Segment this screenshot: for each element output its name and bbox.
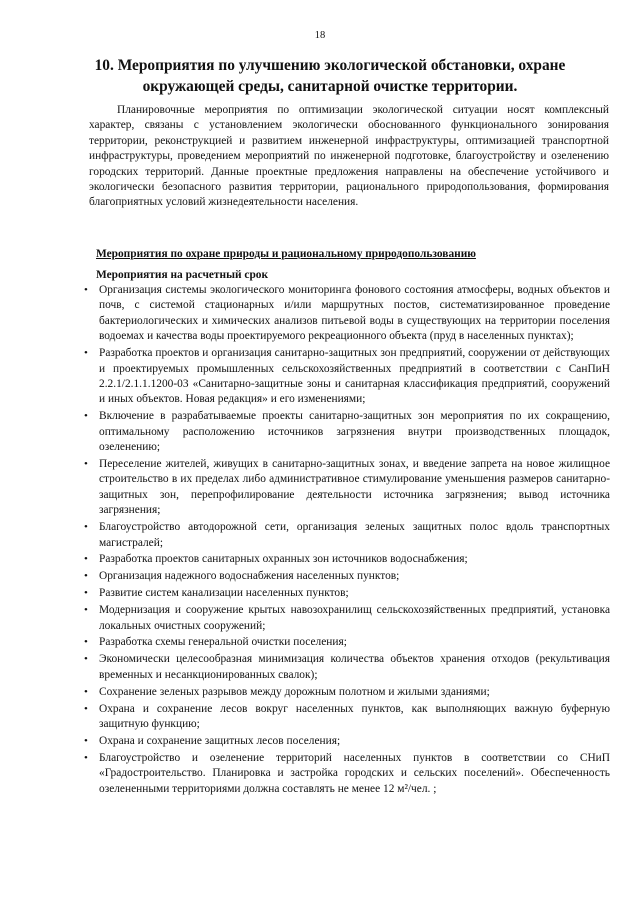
list-item: [80, 734, 610, 749]
bullet-icon: •: [84, 570, 88, 583]
list-item-text: Организация надежного водоснабжения населенных пунктов;: [99, 570, 400, 583]
bullet-icon: •: [84, 702, 88, 715]
page-number: 18: [314, 30, 326, 41]
list-item: [80, 603, 610, 634]
measures-list: [80, 283, 610, 799]
bullet-icon: •: [84, 587, 88, 600]
list-item-text: Переселение жителей, живущих в санитарно-защитных зонах, и введение запрета на новое жилищное строительство в их пределах либо административное стимулирование уменьшения размеров санитарно-защитных зон, перепрофилирование деятельности источника загрязнения; вывод источника загрязнения;: [99, 457, 610, 517]
list-item: [80, 702, 610, 733]
list-item: [80, 652, 610, 683]
list-item: [80, 457, 610, 519]
bullet-icon: •: [84, 604, 88, 617]
bullet-icon: •: [84, 751, 88, 764]
bullet-icon: •: [84, 457, 88, 470]
list-item: [80, 409, 610, 455]
bullet-icon: •: [84, 347, 88, 360]
list-item-text: Разработка проектов санитарных охранных зон источников водоснабжения;: [99, 553, 468, 566]
bullet-icon: •: [84, 636, 88, 649]
list-item-text: Благоустройство автодорожной сети, организация зеленых защитных полос вдоль транспортных магистралей;: [99, 521, 610, 549]
list-item: [80, 635, 610, 650]
list-item-text: Разработка проектов и организация санитарно-защитных зон предприятий, сооружении от действующих и проектируемых промышленных сельскохозяйственных предприятий в соответствии с СанПиН 2.2.1/2.1.1.1200-03 «Санитарно-защитные зоны и санитарная классификация предприятий, сооружений и иных объектов. Новая редакция» и его изменениями;: [99, 347, 610, 406]
list-item-text: Включение в разрабатываемые проекты санитарно-защитных зон мероприятия по их сокращению, оптимальному расположению источников загрязнения внутри производственных площадок, озеленению;: [99, 410, 610, 454]
section-heading: Мероприятия по охране природы и рациональному природопользованию: [96, 248, 476, 260]
list-item: [80, 751, 610, 797]
bullet-icon: •: [84, 685, 88, 698]
list-item: [80, 346, 610, 408]
list-item: [80, 685, 610, 700]
list-item-text: Сохранение зеленых разрывов между дорожным полотном и жилыми зданиями;: [99, 685, 490, 698]
list-item-text: Охрана и сохранение лесов вокруг населенных пунктов, как выполняющих важную буферную защитную функцию;: [99, 702, 610, 730]
sub-heading: Мероприятия на расчетный срок: [96, 269, 269, 281]
list-item-text: Разработка схемы генеральной очистки поселения;: [99, 636, 347, 649]
bullet-icon: •: [84, 653, 88, 666]
list-item: [80, 520, 610, 551]
list-item-text: Охрана и сохранение защитных лесов поселения;: [99, 734, 341, 747]
list-item-text: Модернизация и сооружение крытых навозохранилищ сельскохозяйственных предприятий, установка локальных очистных сооружений;: [99, 604, 610, 632]
bullet-icon: •: [84, 521, 88, 534]
list-item: [80, 586, 610, 601]
list-item-text: Экономически целесообразная минимизация количества объектов хранения отходов (рекультивация временных и несанкционированных свалок);: [99, 653, 610, 681]
bullet-icon: •: [84, 284, 88, 296]
intro-paragraph: Планировочные мероприятия по оптимизации экологической ситуации носят комплексный характер, связаны с установлением экологически обоснованного функционального зонирования территории, реконструкцией и развитием инженерной инфраструктуры, оптимизацией транспортной инфраструктуры, проведением мероприятий по инженерной подготовке, благоустройству и озеленению городских территорий. Данные проектные предложения направлены на обеспечение устойчивого и экологически безопасного развития территории, рационального природопользования, формирования благоприятных условий жизнедеятельности населения.: [89, 104, 609, 209]
list-item: [80, 283, 610, 345]
bullet-icon: •: [84, 410, 88, 423]
list-item-text: Развитие систем канализации населенных пунктов;: [99, 587, 349, 600]
bullet-icon: •: [84, 734, 88, 747]
list-item: [80, 552, 610, 567]
page-title: 10. Мероприятия по улучшению экологической обстановки, охране окружающей среды, санитарной очистке территории.: [94, 57, 566, 95]
list-item: [80, 569, 610, 584]
bullet-icon: •: [84, 553, 88, 566]
list-item-text: Организация системы экологического мониторинга фонового состояния атмосферы, водных объектов и почв, с системой стационарных и/или маршрутных постов, систематизированное проведение бактериологических и химических анализов питьевой воды в существующих на территории поселения водоемах и качества воды проектируемого рекреационного объекта (пруд в населенных пунктах);: [99, 284, 610, 343]
list-item-text: Благоустройство и озеленение территорий населенных пунктов в соответствии со СНиП «Градостроительство. Планировка и застройка городских и сельских поселений». Обеспеченность озелененными территориями должна составлять не менее 12 м²/чел. ;: [99, 751, 610, 795]
